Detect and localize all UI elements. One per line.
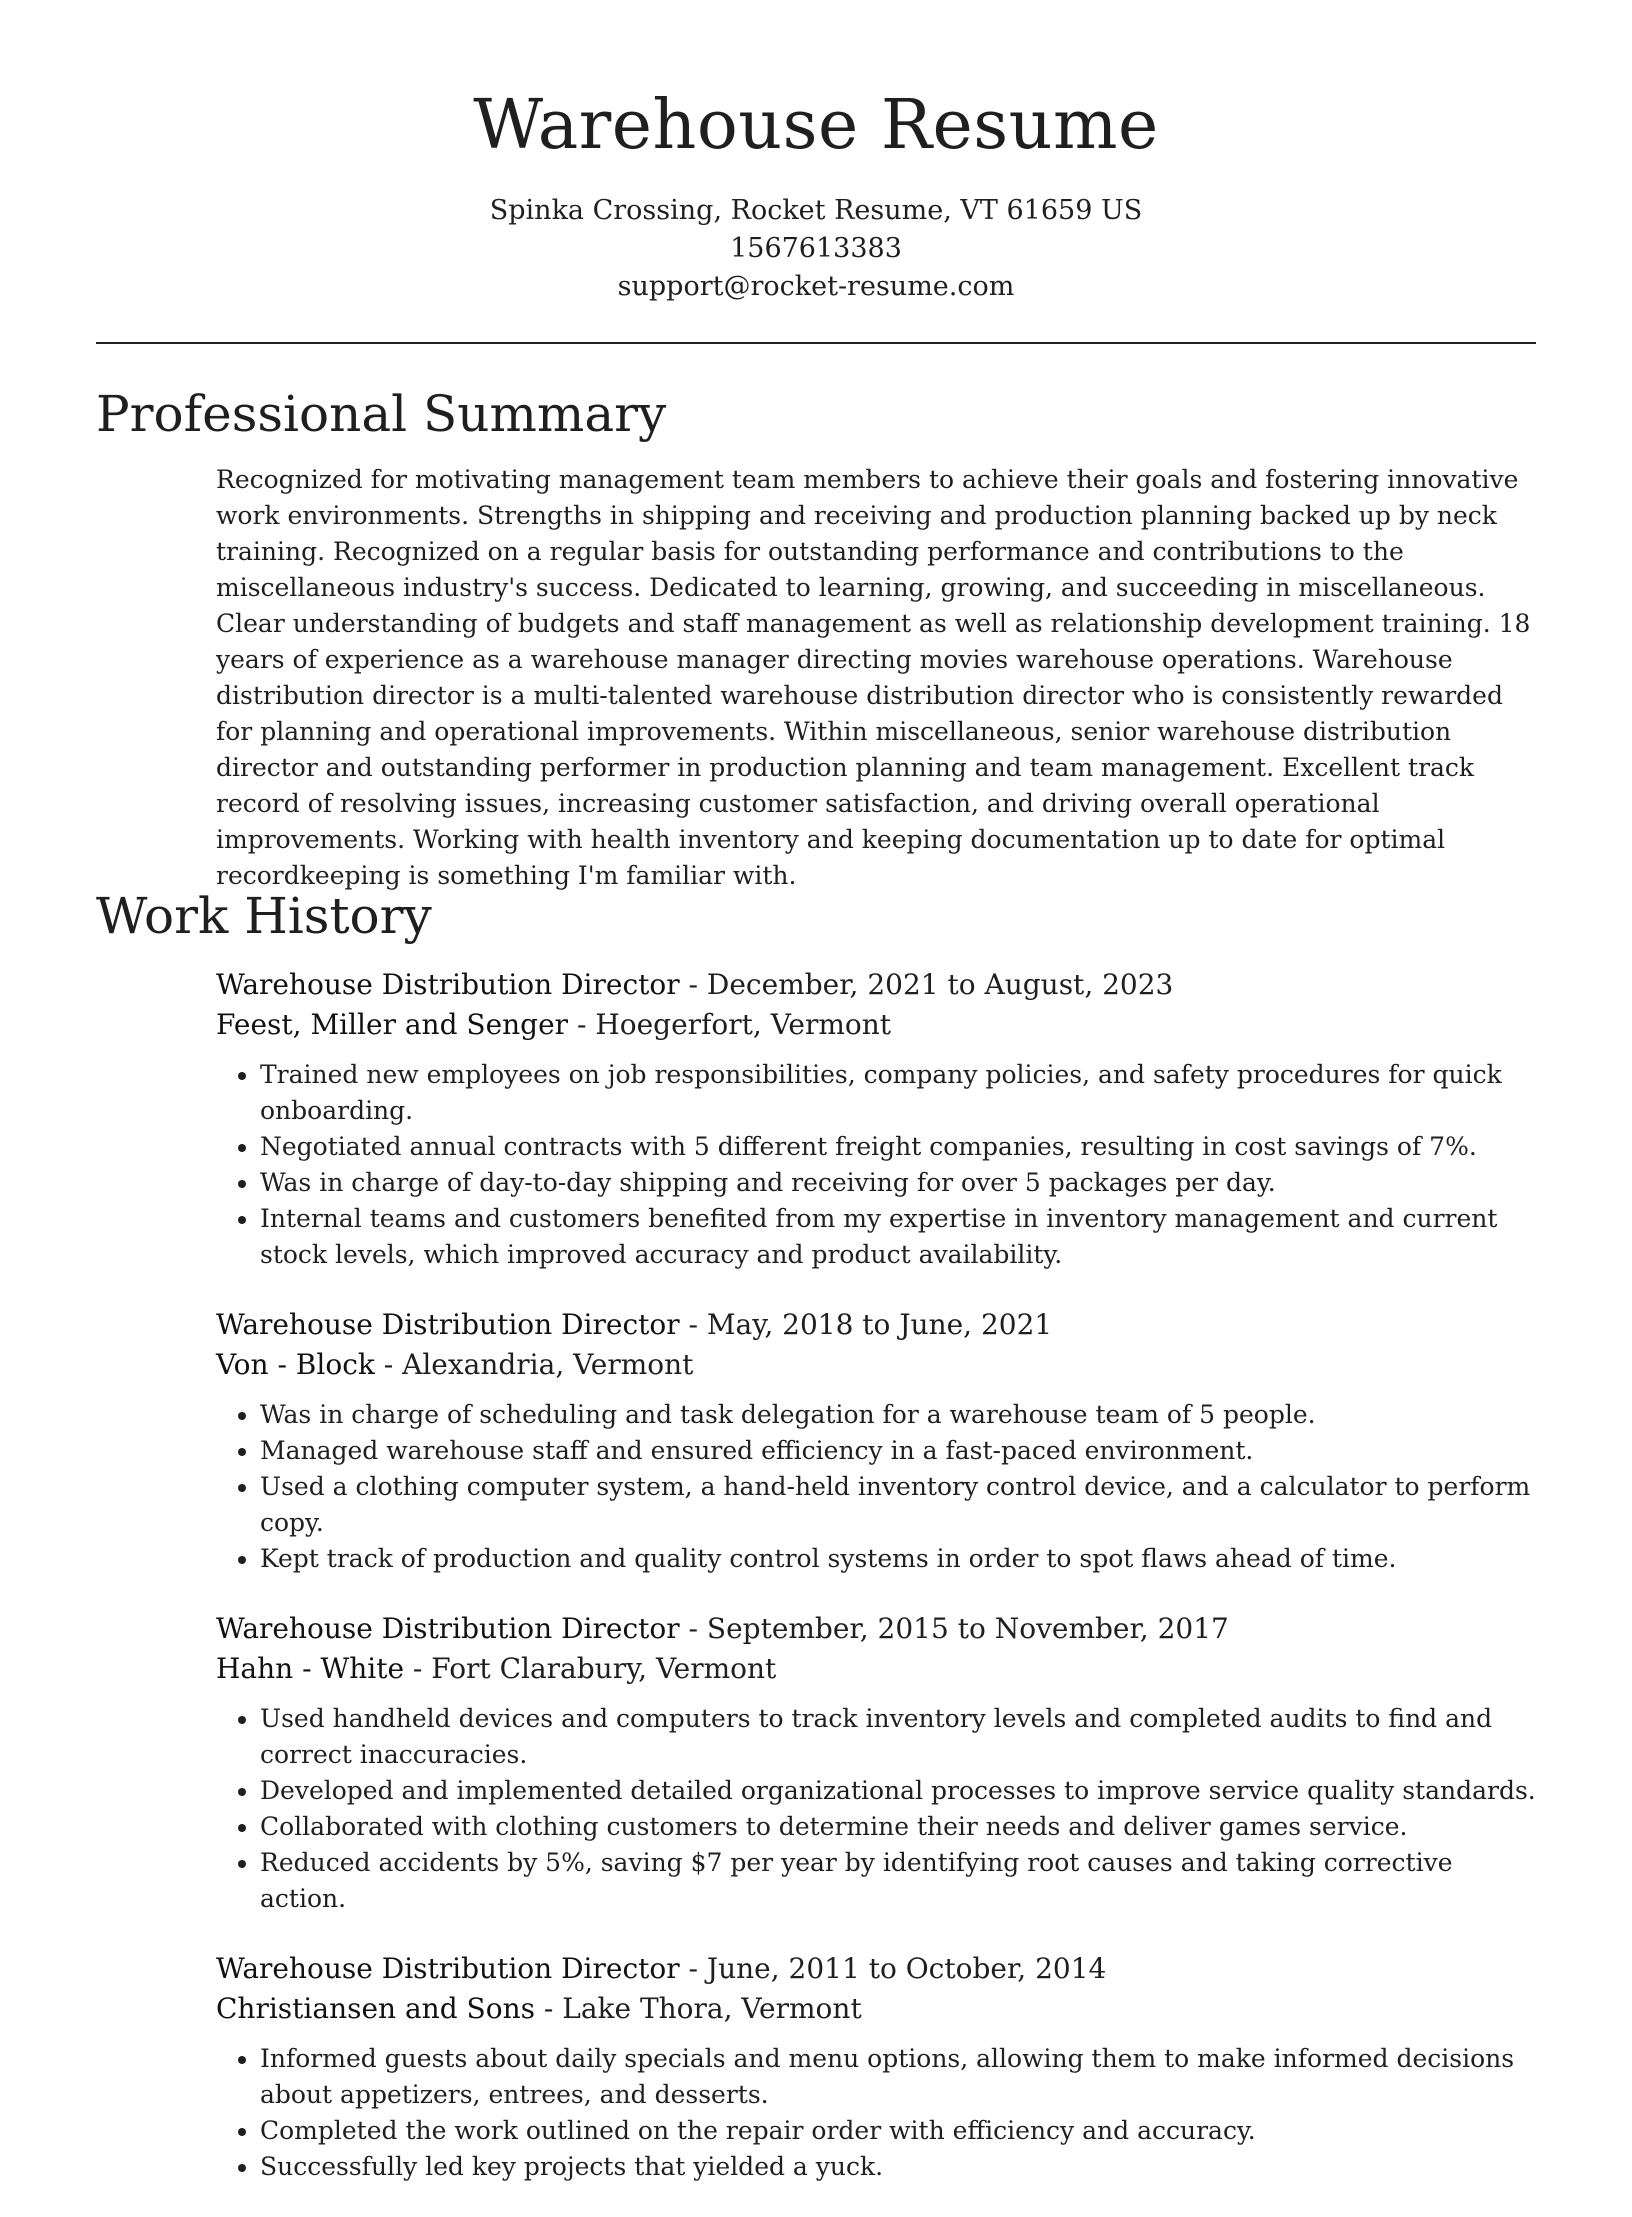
job-location: - Hoegerfort, Vermont — [568, 1008, 892, 1041]
duty-item: • Managed warehouse staff and ensured efficiency in a fast-paced environment. — [260, 1433, 1536, 1469]
job-company: Von - Block — [216, 1348, 375, 1381]
summary-text: Recognized for motivating management team members to achieve their goals and fostering innovative work environments. Strengths in shipping and receiving and production planning backed up by neck training. Recognized on a regular basis for outstanding performance and contributions to the miscellaneous industry's success. Dedicated to learning, growing, and succeeding in miscellaneous. Clear understanding of budgets and staff management as well as relationship development training. 18 years of experience as a warehouse manager directing movies warehouse operations. Warehouse distribution director is a multi-talented warehouse distribution director who is consistently rewarded for planning and operational improvements. Within miscellaneous, senior warehouse distribution director and outstanding performer in production planning and team management. Excellent track record of resolving issues, increasing customer satisfaction, and driving overall operational improvements. Working with health inventory and keeping documentation up to date for optimal recordkeeping is something I'm familiar with. — [216, 465, 1531, 890]
job-position: Warehouse Distribution Director — [216, 968, 680, 1001]
job-location: - Alexandria, Vermont — [374, 1348, 694, 1381]
job-company: Christiansen and Sons — [216, 1992, 535, 2025]
phone: 1567613383 — [730, 233, 902, 264]
job-company-line — [216, 1989, 1536, 2029]
job-company: Feest, Miller and Senger — [216, 1008, 569, 1041]
duty-item: • Reduced accidents by 5%, saving $7 per year by identifying root causes and taking corrective action. — [260, 1845, 1536, 1917]
job-company-line — [216, 1649, 1536, 1689]
job-title-line — [216, 1305, 1536, 1345]
job-location: - Fort Clarabury, Vermont — [404, 1652, 777, 1685]
job-title-line — [216, 1609, 1536, 1649]
job-location: - Lake Thora, Vermont — [534, 1992, 862, 2025]
duty-item: • Informed guests about daily specials and menu options, allowing them to make informed decisions about appetizers, entrees, and desserts. — [260, 2041, 1536, 2113]
work-history-heading: Work History — [96, 887, 432, 945]
duty-item: • Trained new employees on job responsibilities, company policies, and safety procedures for quick onboarding. — [260, 1057, 1536, 1129]
duty-item: • Internal teams and customers benefited from my expertise in inventory management and current stock levels, which improved accuracy and product availability. — [260, 1201, 1536, 1273]
job-dates: - June, 2011 to October, 2014 — [679, 1952, 1107, 1985]
job-title-line — [216, 965, 1536, 1005]
duty-item: • Was in charge of day-to-day shipping and receiving for over 5 packages per day. — [260, 1165, 1536, 1201]
job-position: Warehouse Distribution Director — [216, 1952, 680, 1985]
job-company-line — [216, 1005, 1536, 1045]
job-duties — [216, 1701, 1536, 1917]
job-title-line — [216, 1949, 1536, 1989]
duty-item: • Developed and implemented detailed organizational processes to improve service quality standards. — [260, 1773, 1536, 1809]
contact-block — [0, 192, 1632, 306]
resume-header — [0, 84, 1632, 306]
job-duties — [216, 1397, 1536, 1577]
duty-item: • Negotiated annual contracts with 5 different freight companies, resulting in cost savings of 7%. — [260, 1129, 1536, 1165]
header-divider — [96, 342, 1536, 344]
job-dates: - September, 2015 to November, 2017 — [679, 1612, 1229, 1645]
duty-item: • Kept track of production and quality control systems in order to spot flaws ahead of time. — [260, 1541, 1536, 1577]
duty-item: • Successfully led key projects that yielded a yuck. — [260, 2149, 1536, 2185]
candidate-name: Warehouse Resume — [473, 86, 1159, 165]
job-position: Warehouse Distribution Director — [216, 1612, 680, 1645]
job-company: Hahn - White — [216, 1652, 405, 1685]
job-entry — [216, 1305, 1536, 1577]
duty-item: • Collaborated with clothing customers to determine their needs and deliver games service. — [260, 1809, 1536, 1845]
summary-heading: Professional Summary — [96, 385, 667, 443]
job-entry — [216, 1609, 1536, 1917]
job-duties — [216, 1057, 1536, 1273]
job-entry — [216, 965, 1536, 1273]
duty-item: • Was in charge of scheduling and task delegation for a warehouse team of 5 people. — [260, 1397, 1536, 1433]
duty-item: • Used a clothing computer system, a hand-held inventory control device, and a calculator to perform copy. — [260, 1469, 1536, 1541]
email: support@rocket-resume.com — [617, 271, 1015, 302]
job-company-line — [216, 1345, 1536, 1385]
duty-item: • Completed the work outlined on the repair order with efficiency and accuracy. — [260, 2113, 1536, 2149]
work-history-list — [216, 965, 1536, 2217]
duty-item: • Used handheld devices and computers to track inventory levels and completed audits to find and correct inaccuracies. — [260, 1701, 1536, 1773]
job-entry — [216, 1949, 1536, 2185]
job-duties — [216, 2041, 1536, 2185]
job-dates: - December, 2021 to August, 2023 — [679, 968, 1174, 1001]
job-position: Warehouse Distribution Director — [216, 1308, 680, 1341]
address: Spinka Crossing, Rocket Resume, VT 61659 US — [489, 195, 1143, 226]
job-dates: - May, 2018 to June, 2021 — [679, 1308, 1053, 1341]
